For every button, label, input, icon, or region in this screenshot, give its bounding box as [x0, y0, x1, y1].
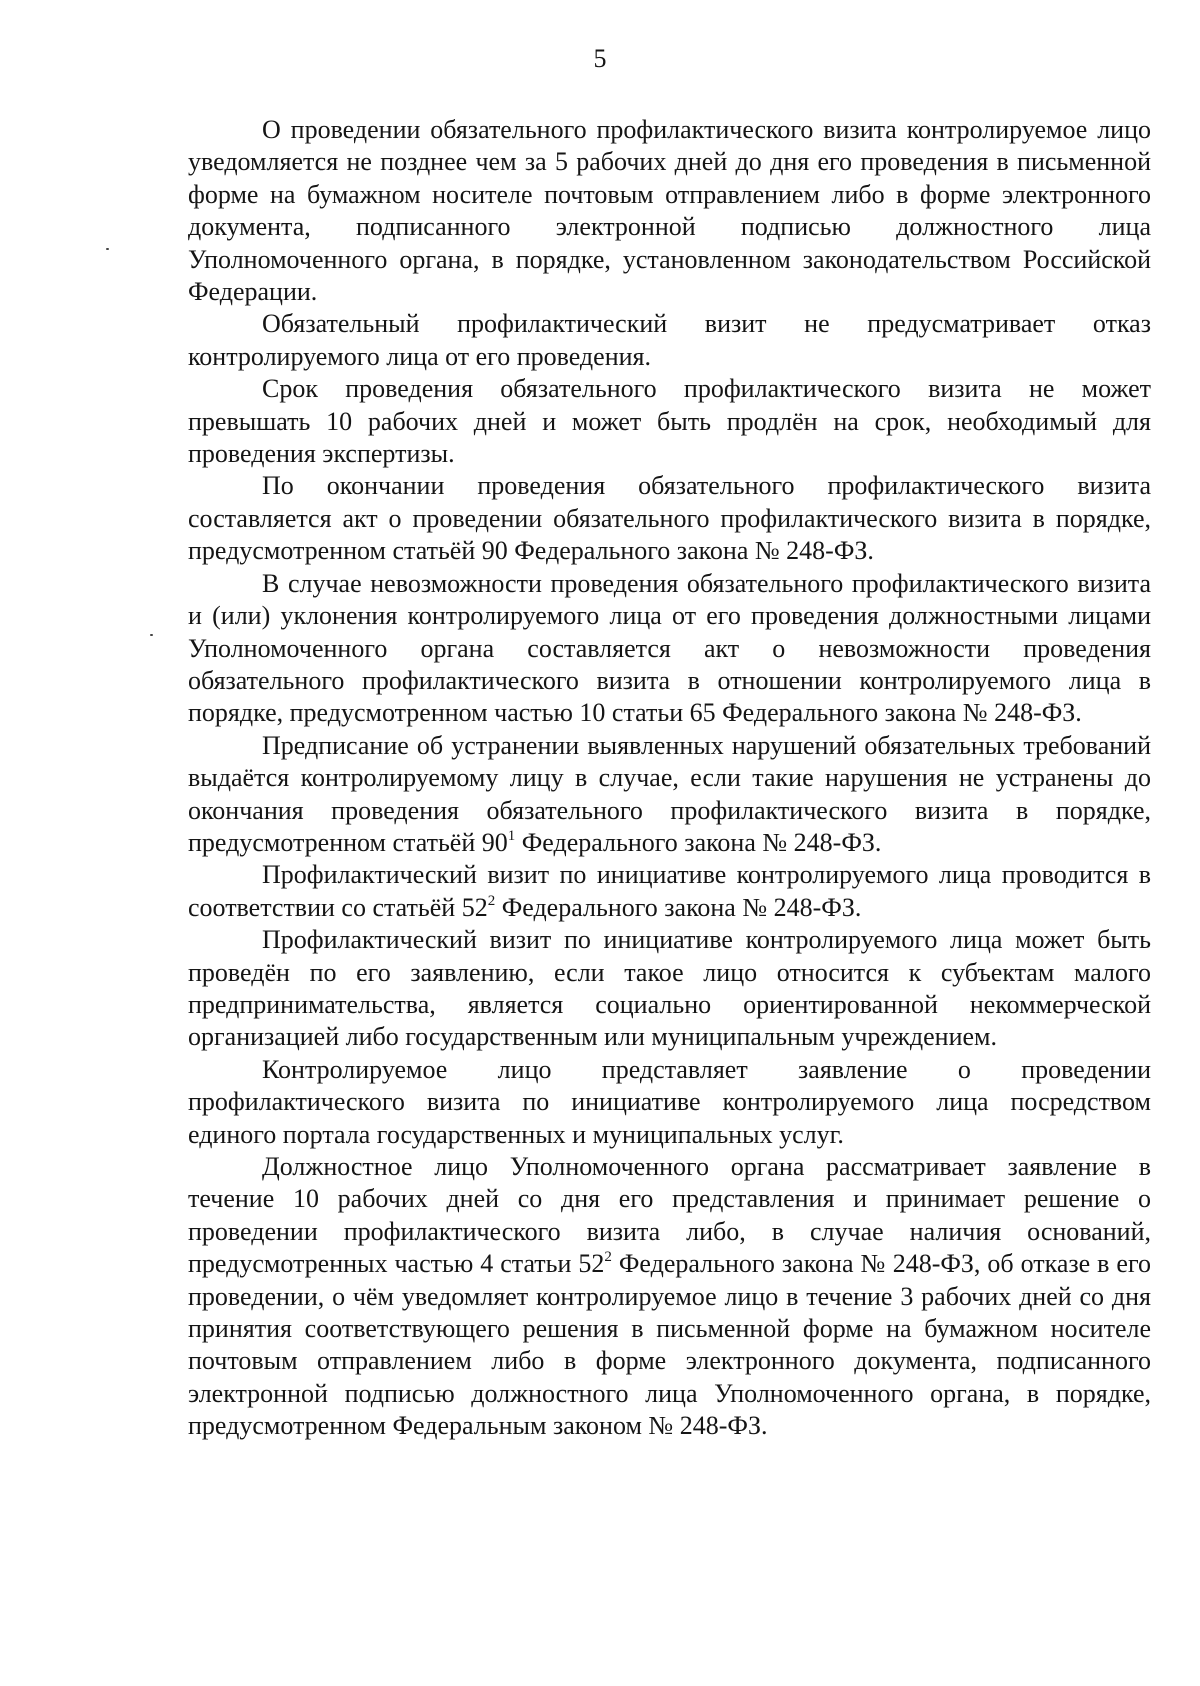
- text-run: Должностное лицо Уполномоченного органа рассматривает заявление в течение 10 рабочих дней со дня его представления и принимает решение о проведении профилактического визита либо, в случае наличия оснований, предусмотренных частью 4 статьи 52: [188, 1152, 1151, 1279]
- text-run: Федерального закона № 248-ФЗ, об отказе в его проведении, о чём уведомляет контролируемое лицо в течение 3 рабочих дней со дня принятия соответствующего решения в письменной форме на бумажном носителе почтовым отправлением либо в форме электронного документа, подписанного электронной подписью должностного лица Уполномоченного органа, в порядке, предусмотренном Федеральным законом № 248-ФЗ.: [188, 1249, 1151, 1441]
- paragraph-9: [188, 1054, 1151, 1151]
- text-run: Контролируемое лицо представляет заявление о проведении профилактического визита по инициативе контролируемого лица посредством единого портала государственных и муниципальных услуг.: [188, 1054, 1151, 1149]
- paragraph-1: [188, 114, 1151, 308]
- footnote-superscript: 2: [487, 892, 496, 909]
- text-run: Срок проведения обязательного профилактического визита не может превышать 10 рабочих дней и может быть продлён на срок, необходимый для проведения экспертизы.: [188, 374, 1151, 469]
- footnote-superscript: 1: [507, 827, 516, 844]
- text-run: По окончании проведения обязательного профилактического визита составляется акт о проведении обязательного профилактического визита в порядке, предусмотренном статьёй 90 Федерального закона № 248-ФЗ.: [188, 471, 1151, 566]
- scan-speck: [106, 248, 109, 250]
- text-run: В случае невозможности проведения обязательного профилактического визита и (или) уклонения контролируемого лица от его проведения должностными лицами Уполномоченного органа составляется акт о невозможности проведения обязательного профилактического визита в отношении контролируемого лица в порядке, предусмотренном частью 10 статьи 65 Федерального закона № 248-ФЗ.: [188, 568, 1151, 728]
- text-run: Профилактический визит по инициативе контролируемого лица может быть проведён по его заявлению, если такое лицо относится к субъектам малого предпринимательства, является социально ориентированной некоммерческой организацией либо государственным или муниципальным учреждением.: [188, 925, 1151, 1052]
- paragraph-10: [188, 1151, 1151, 1443]
- footnote-superscript: 2: [604, 1249, 612, 1266]
- scan-speck: [150, 634, 153, 636]
- paragraph-7: [188, 859, 1151, 924]
- text-run: Федерального закона № 248-ФЗ.: [515, 827, 882, 857]
- paragraph-2: [188, 308, 1151, 373]
- paragraph-5: [188, 568, 1151, 730]
- paragraph-3: [188, 373, 1151, 470]
- text-run: Федерального закона № 248-ФЗ.: [495, 892, 862, 922]
- text-run: Профилактический визит по инициативе контролируемого лица проводится в соответствии со статьёй 52: [188, 860, 1151, 922]
- paragraph-8: [188, 924, 1151, 1054]
- page-number: 5: [593, 44, 607, 73]
- text-run: Предписание об устранении выявленных нарушений обязательных требований выдаётся контролируемому лицу в случае, если такие нарушения не устранены до окончания проведения обязательного профилактического визита в порядке, предусмотренном статьёй 90: [188, 730, 1151, 857]
- document-body: [188, 114, 1151, 1443]
- paragraph-4: [188, 470, 1151, 567]
- text-run: О проведении обязательного профилактического визита контролируемое лицо уведомляется не позднее чем за 5 рабочих дней до дня его проведения в письменной форме на бумажном носителе почтовым отправлением либо в форме электронного документа, подписанного электронной подписью должностного лица Уполномоченного органа, в порядке, установленном законодательством Российской Федерации.: [188, 115, 1151, 307]
- paragraph-6: [188, 730, 1151, 860]
- text-run: Обязательный профилактический визит не предусматривает отказ контролируемого лица от его проведения.: [188, 309, 1151, 371]
